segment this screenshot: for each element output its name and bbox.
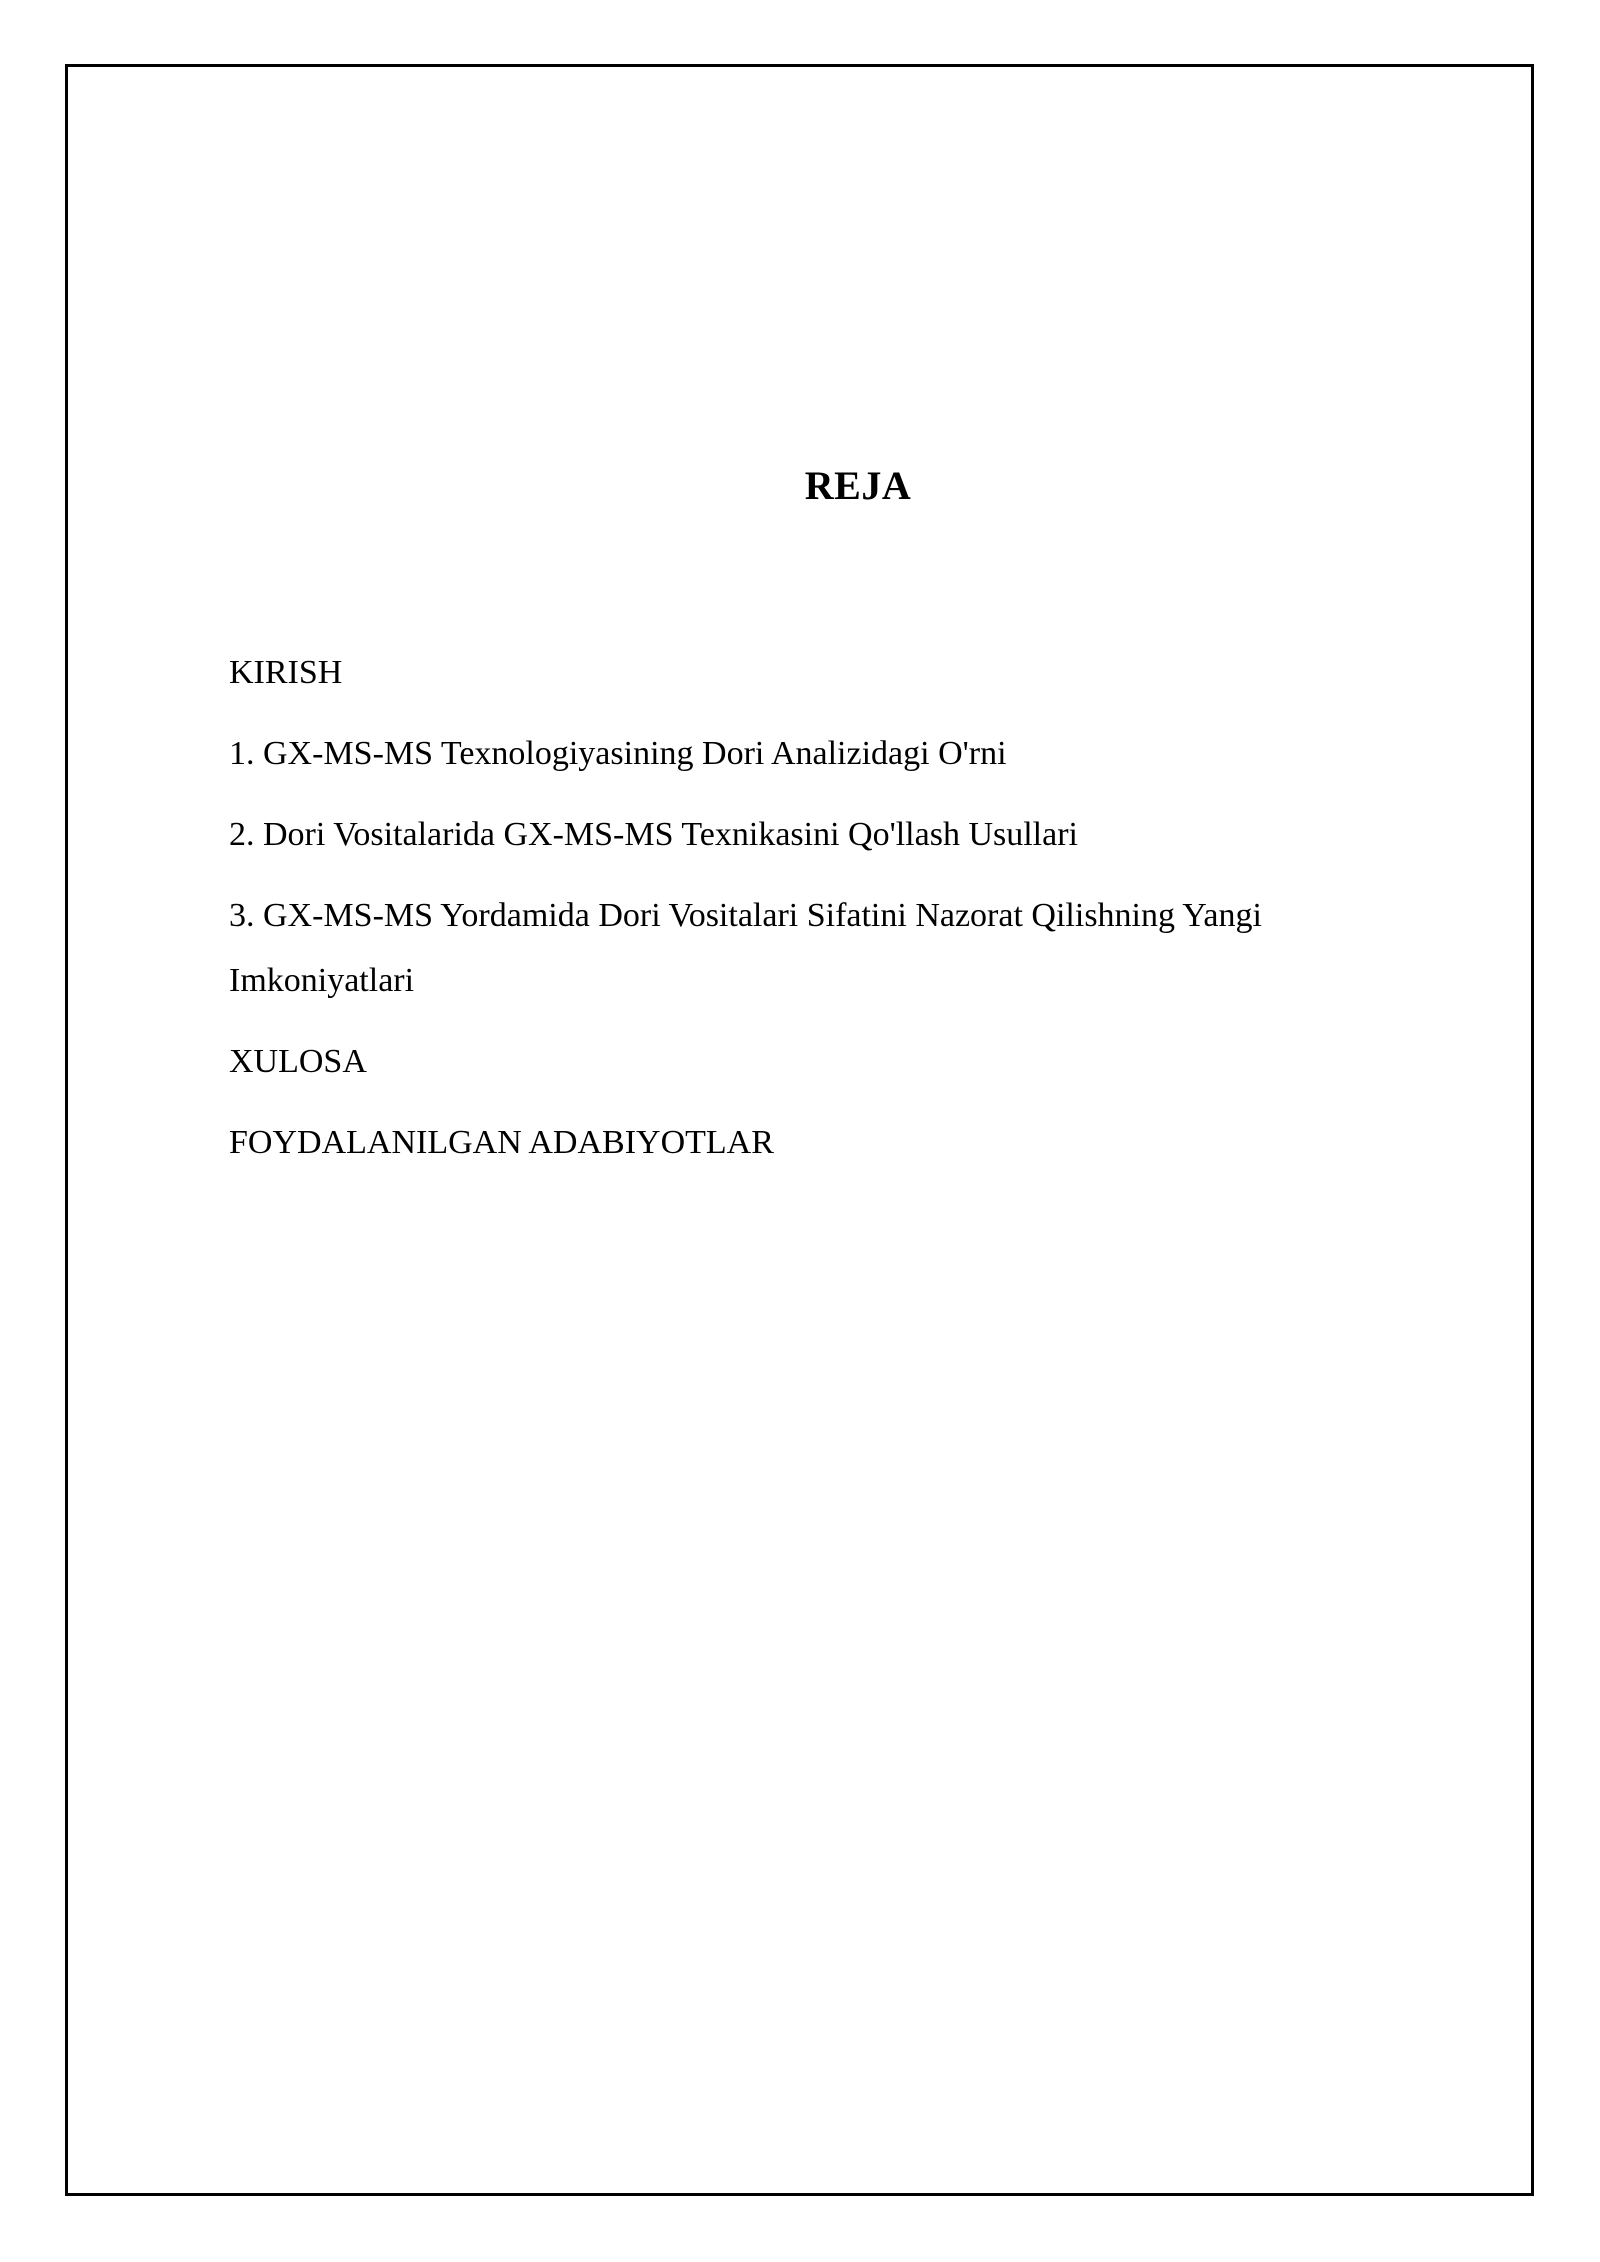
toc-item-introduction: KIRISH — [229, 654, 343, 691]
toc-item-references: FOYDALANILGAN ADABIYOTLAR — [229, 1124, 774, 1161]
toc-item-3: 3. GX-MS-MS Yordamida Dori Vositalari Sifatini Nazorat Qilishning Yangi Imkoniyatlari — [229, 897, 1262, 999]
toc-item-2: 2. Dori Vositalarida GX-MS-MS Texnikasini Qo'llash Usullari — [229, 816, 1078, 853]
toc-item-1: 1. GX-MS-MS Texnologiyasining Dori Analizidagi O'rni — [229, 735, 1007, 772]
toc-item-conclusion: XULOSA — [229, 1043, 367, 1080]
table-of-contents — [229, 640, 1429, 1191]
page-title: REJA — [804, 463, 912, 508]
